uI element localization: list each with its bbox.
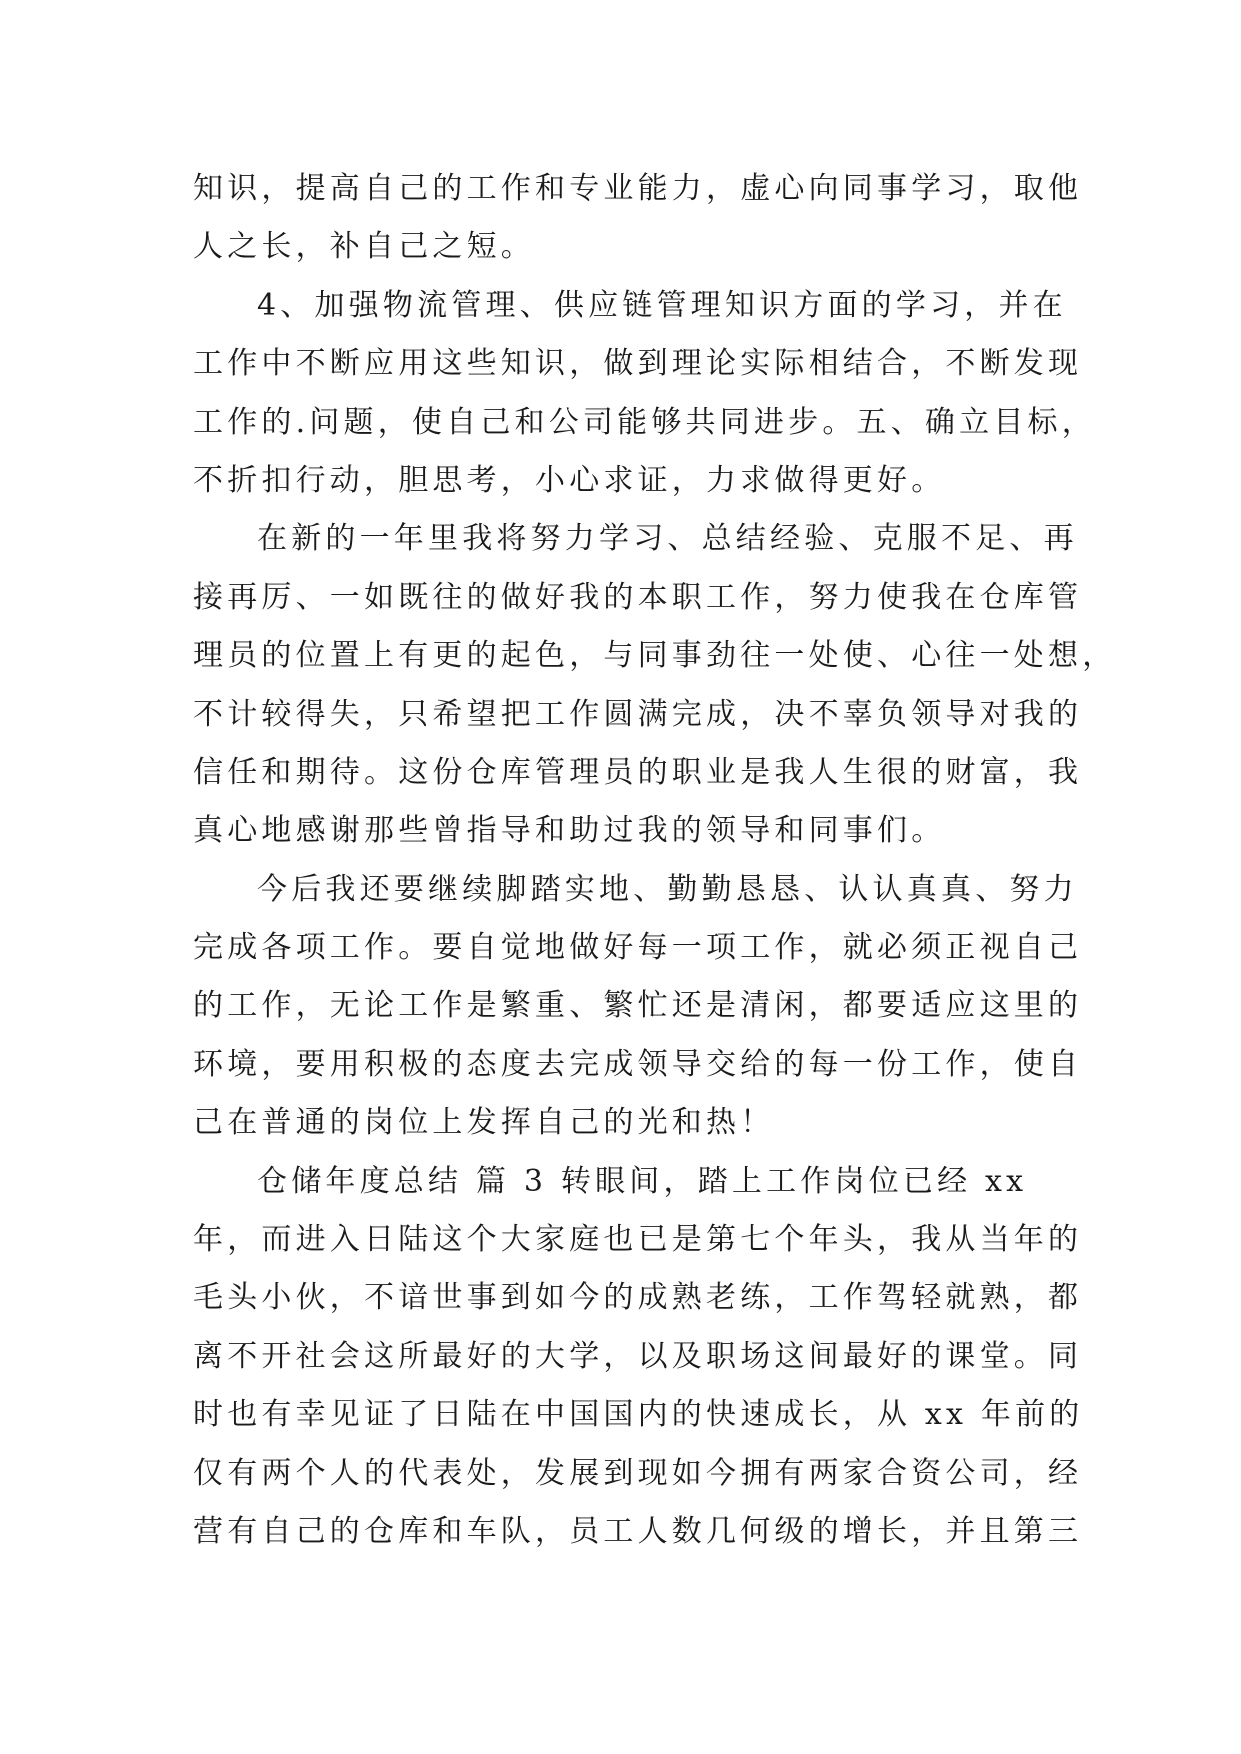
text-line: 今后我还要继续脚踏实地、勤勤恳恳、认认真真、努力 — [257, 871, 1078, 907]
text-line: 时也有幸见证了日陆在中国国内的快速成长，从 xx 年前的 — [193, 1397, 1084, 1433]
text-line: 毛头小伙，不谙世事到如今的成熟老练，工作驾轻就熟，都 — [193, 1280, 1083, 1316]
text-line: 不计较得失，只希望把工作圆满完成，决不辜负领导对我的 — [193, 696, 1083, 732]
text-line: 的工作，无论工作是繁重、繁忙还是清闲，都要适应这里的 — [193, 988, 1083, 1024]
document-body — [193, 160, 1117, 1561]
text-line: 人之长，补自己之短。 — [193, 229, 535, 265]
text-line: 离不开社会这所最好的大学，以及职场这间最好的课堂。同 — [193, 1338, 1083, 1374]
text-line: 在新的一年里我将努力学习、总结经验、克服不足、再 — [257, 521, 1078, 557]
text-line: 仅有两个人的代表处，发展到现如今拥有两家合资公司，经 — [193, 1455, 1083, 1491]
text-line: 工作中不断应用这些知识，做到理论实际相结合，不断发现 — [193, 346, 1083, 382]
text-line: 知识，提高自己的工作和专业能力，虚心向同事学习，取他 — [193, 171, 1083, 206]
text-line: 营有自己的仓库和车队，员工人数几何级的增长，并且第三 — [193, 1513, 1083, 1549]
text-line: 接再厉、一如既往的做好我的本职工作，努力使我在仓库管 — [193, 579, 1083, 615]
text-line: 年，而进入日陆这个大家庭也已是第七个年头，我从当年的 — [193, 1222, 1083, 1258]
text-line: 4、加强物流管理、供应链管理知识方面的学习，并在 — [257, 287, 1067, 323]
text-line: 信任和期待。这份仓库管理员的职业是我人生很的财富，我 — [193, 754, 1083, 790]
text-line: 不折扣行动，胆思考，小心求证，力求做得更好。 — [193, 462, 946, 498]
text-line: 工作的.问题，使自己和公司能够共同进步。五、确立目标， — [193, 404, 1096, 440]
text-line: 己在普通的岗位上发挥自己的光和热！ — [193, 1105, 775, 1141]
text-line: 环境，要用积极的态度去完成领导交给的每一份工作，使自 — [193, 1046, 1083, 1082]
text-line: 完成各项工作。要自觉地做好每一项工作，就必须正视自己 — [193, 930, 1083, 966]
text-line: 真心地感谢那些曾指导和助过我的领导和同事们。 — [193, 813, 946, 849]
text-line: 理员的位置上有更的起色，与同事劲往一处使、心往一处想， — [193, 638, 1117, 674]
text-line: 仓储年度总结 篇 3 转眼间，踏上工作岗位已经 xx — [257, 1163, 1028, 1199]
